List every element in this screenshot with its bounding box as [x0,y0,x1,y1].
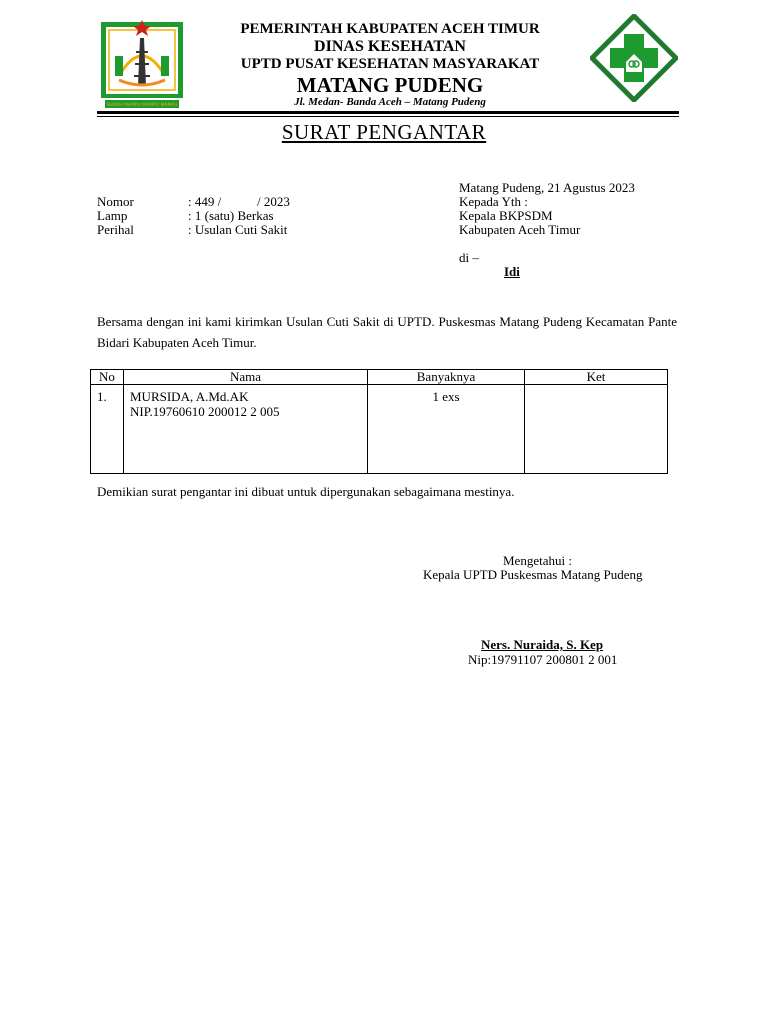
table-row [91,385,668,474]
place-date: Matang Pudeng, 21 Agustus 2023 [459,180,635,195]
nomor-value: : 449 / / 2023 [188,194,290,209]
perihal-label: Perihal [97,222,134,237]
body-paragraph: Bersama dengan ini kami kirimkan Usulan Cuti Sakit di UPTD. Puskesmas Matang Pudeng Kecamatan Pante Bidari Kabupaten Aceh Timur. [97,314,677,350]
closing-sentence: Demikian surat pengantar ini dibuat untuk dipergunakan sebagaimana mestinya. [97,484,515,499]
header-department: DINAS KESEHATAN [314,38,466,55]
recipient-line1: Kepala BKPSDM [459,208,553,223]
col-header-ket: Ket [525,370,668,385]
di-label: di – [459,250,479,265]
cell-nama [124,385,368,474]
header-unit: UPTD PUSAT KESEHATAN MASYARAKAT [240,56,540,72]
kepada-yth: Kepada Yth : [459,194,528,209]
lamp-label: Lamp [97,208,128,223]
signer-position: Kepala UPTD Puskesmas Matang Pudeng [423,567,643,582]
employee-name: MURSIDA, A.Md.AK [130,389,249,404]
signer-nip: Nip:19791107 200801 2 001 [468,652,618,667]
recipient-line2: Kabupaten Aceh Timur [459,222,581,237]
mengetahui-label: Mengetahui : [503,553,572,568]
perihal-value: : Usulan Cuti Sakit [188,222,288,237]
nomor-label: Nomor [97,194,134,209]
cell-banyaknya: 1 exs [368,385,525,474]
puskesmas-logo [590,14,678,102]
lamp-value: : 1 (satu) Berkas [188,208,274,223]
letterhead-rule-thin [97,116,679,117]
col-header-no: No [91,370,124,385]
signer-name: Ners. Nuraida, S. Kep [481,637,604,652]
aceh-timur-logo [97,16,187,110]
letterhead-rule-thick [97,111,679,114]
table-header-row [91,370,668,385]
col-header-nama: Nama [124,370,368,385]
letter-title: SURAT PENGANTAR [281,120,487,144]
logo-ribbon-text: SUDAH MAMPU MAMPU MAMPU [106,103,178,108]
header-name: MATANG PUDENG [296,73,484,97]
employee-nip: NIP.19760610 200012 2 005 [130,404,280,419]
lampiran-table [90,369,668,474]
header-address: Jl. Medan- Banda Aceh – Matang Pudeng [294,96,486,108]
header-government: PEMERINTAH KABUPATEN ACEH TIMUR [240,21,540,37]
destination-city: Idi [504,264,520,279]
cell-no: 1. [91,385,124,474]
col-header-banyaknya: Banyaknya [368,370,525,385]
cell-ket [525,385,668,474]
